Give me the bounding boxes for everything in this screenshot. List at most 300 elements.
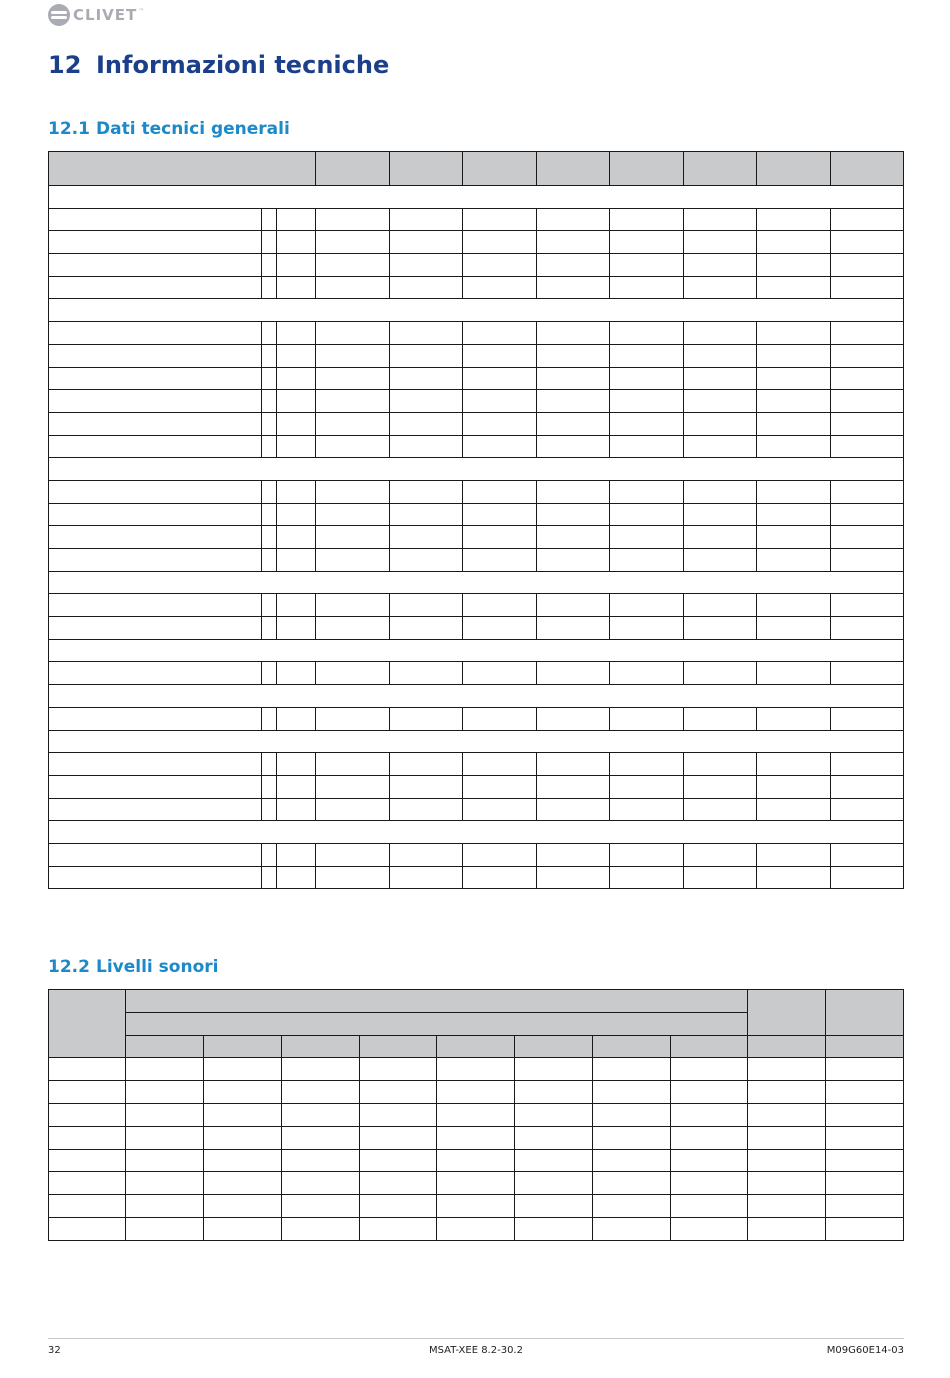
header-cell (49, 990, 126, 1058)
table-cell (684, 753, 757, 776)
table-cell (610, 753, 684, 776)
table-cell (684, 526, 757, 549)
table-cell (515, 1103, 593, 1126)
table-cell (610, 775, 684, 798)
table-cell (671, 1103, 748, 1126)
table-cell (826, 1217, 904, 1240)
table-cell (49, 276, 262, 299)
table-cell (684, 208, 757, 231)
table-cell (262, 390, 277, 413)
table-cell (437, 1103, 515, 1126)
table-cell (684, 866, 757, 889)
table-cell (684, 367, 757, 390)
clivet-logo (48, 4, 144, 26)
header-cell (49, 152, 316, 186)
table-cell (316, 276, 390, 299)
table-cell (262, 662, 277, 685)
table-cell (757, 594, 831, 617)
table-cell (277, 594, 316, 617)
table-cell (684, 412, 757, 435)
table-cell (316, 254, 390, 277)
table-cell (748, 1172, 826, 1195)
table-cell (316, 798, 390, 821)
table-cell (437, 1172, 515, 1195)
brand-trademark: ™ (138, 8, 145, 15)
brand-name: CLIVET (73, 6, 138, 24)
table-cell (826, 1103, 904, 1126)
table-cell (277, 208, 316, 231)
table-cell (316, 480, 390, 503)
table-cell (463, 662, 537, 685)
table-cell (610, 322, 684, 345)
table-cell (757, 775, 831, 798)
table-cell (684, 344, 757, 367)
table-cell (757, 707, 831, 730)
table-cell (437, 1217, 515, 1240)
header-cell (826, 1035, 904, 1058)
table-cell (515, 1149, 593, 1172)
table-cell (757, 344, 831, 367)
header-cell (282, 1035, 360, 1058)
general-data-table-body (49, 152, 904, 889)
table-row (49, 344, 904, 367)
table-cell (831, 344, 904, 367)
table-cell (831, 390, 904, 413)
table-cell (537, 775, 610, 798)
table-row (49, 276, 904, 299)
table-cell (49, 594, 262, 617)
table-cell (537, 753, 610, 776)
table-cell (282, 1081, 360, 1104)
table-cell (831, 707, 904, 730)
table-cell (316, 231, 390, 254)
table-cell (757, 276, 831, 299)
table-cell (671, 1081, 748, 1104)
table-cell (49, 685, 904, 708)
table-cell (390, 594, 463, 617)
table-cell (390, 322, 463, 345)
table-cell (515, 1126, 593, 1149)
table-cell (282, 1126, 360, 1149)
table-cell (684, 322, 757, 345)
table-cell (316, 617, 390, 640)
table-cell (390, 617, 463, 640)
table-cell (515, 1217, 593, 1240)
table-cell (360, 1172, 437, 1195)
table-cell (684, 480, 757, 503)
table-cell (610, 367, 684, 390)
table-cell (316, 866, 390, 889)
table-cell (316, 435, 390, 458)
table-cell (610, 435, 684, 458)
sound-levels-table (48, 989, 904, 1241)
section-title-general-data (48, 119, 290, 139)
table-cell (360, 1103, 437, 1126)
table-cell (126, 1172, 204, 1195)
table-cell (49, 367, 262, 390)
table-cell (316, 344, 390, 367)
table-cell (126, 1058, 204, 1081)
table-cell (610, 503, 684, 526)
table-cell (831, 480, 904, 503)
table-cell (671, 1149, 748, 1172)
table-cell (537, 208, 610, 231)
header-cell (316, 152, 390, 186)
table-cell (49, 1149, 126, 1172)
table-cell (748, 1149, 826, 1172)
table-cell (316, 594, 390, 617)
table-cell (360, 1058, 437, 1081)
table-cell (49, 639, 904, 662)
table-cell (537, 367, 610, 390)
table-cell (49, 208, 262, 231)
table-cell (826, 1195, 904, 1218)
table-cell (610, 798, 684, 821)
page-title-text: Informazioni tecniche (96, 51, 390, 79)
table-cell (463, 208, 537, 231)
table-row (49, 322, 904, 345)
table-cell (593, 1217, 671, 1240)
table-row (49, 866, 904, 889)
table-cell (49, 1172, 126, 1195)
table-cell (757, 753, 831, 776)
table-cell (262, 344, 277, 367)
table-cell (390, 254, 463, 277)
table-cell (360, 1195, 437, 1218)
table-cell (277, 549, 316, 572)
table-cell (610, 276, 684, 299)
table-cell (831, 435, 904, 458)
table-cell (831, 549, 904, 572)
table-cell (463, 435, 537, 458)
table-cell (437, 1081, 515, 1104)
table-row (49, 254, 904, 277)
table-row (49, 480, 904, 503)
table-cell (537, 231, 610, 254)
table-cell (390, 753, 463, 776)
table-cell (593, 1081, 671, 1104)
page-number: 32 (48, 1345, 61, 1356)
table-cell (671, 1058, 748, 1081)
table-cell (262, 617, 277, 640)
table-cell (757, 866, 831, 889)
table-cell (262, 843, 277, 866)
table-cell (610, 208, 684, 231)
table-cell (748, 1081, 826, 1104)
table-cell (390, 367, 463, 390)
table-cell (437, 1195, 515, 1218)
header-cell (748, 1035, 826, 1058)
table-cell (826, 1058, 904, 1081)
table-cell (684, 662, 757, 685)
table-cell (610, 707, 684, 730)
table-cell (593, 1126, 671, 1149)
table-cell (684, 798, 757, 821)
table-cell (684, 276, 757, 299)
table-cell (757, 254, 831, 277)
table-cell (49, 821, 904, 844)
table-cell (757, 549, 831, 572)
table-cell (831, 367, 904, 390)
header-cell (126, 1035, 204, 1058)
table-row (49, 707, 904, 730)
table-cell (831, 594, 904, 617)
table-cell (262, 435, 277, 458)
header-cell (390, 152, 463, 186)
table-cell (390, 231, 463, 254)
header-cell (126, 990, 748, 1013)
table-cell (463, 390, 537, 413)
table-cell (831, 662, 904, 685)
table-cell (316, 503, 390, 526)
table-cell (593, 1103, 671, 1126)
table-cell (316, 412, 390, 435)
table-cell (610, 526, 684, 549)
table-cell (463, 480, 537, 503)
table-cell (204, 1149, 282, 1172)
table-cell (537, 480, 610, 503)
table-cell (593, 1172, 671, 1195)
table-cell (316, 753, 390, 776)
table-cell (316, 526, 390, 549)
page-title-number: 12 (48, 51, 82, 79)
table-cell (262, 526, 277, 549)
table-cell (390, 503, 463, 526)
header-cell (757, 152, 831, 186)
table-cell (262, 367, 277, 390)
table-cell (463, 503, 537, 526)
table-cell (277, 798, 316, 821)
table-cell (537, 526, 610, 549)
table-section-row (49, 639, 904, 662)
table-cell (49, 299, 904, 322)
table-cell (437, 1126, 515, 1149)
table-cell (49, 1217, 126, 1240)
table-row (49, 412, 904, 435)
table-cell (390, 344, 463, 367)
section-number: 12.2 (48, 957, 90, 977)
table-cell (757, 503, 831, 526)
table-cell (684, 231, 757, 254)
table-section-row (49, 186, 904, 209)
table-cell (831, 526, 904, 549)
table-cell (463, 367, 537, 390)
table-cell (126, 1126, 204, 1149)
header-cell (463, 152, 537, 186)
table-cell (826, 1081, 904, 1104)
table-cell (277, 843, 316, 866)
table-cell (390, 276, 463, 299)
table-section-row (49, 730, 904, 753)
header-cell (593, 1035, 671, 1058)
table-cell (316, 549, 390, 572)
table-cell (49, 730, 904, 753)
table-cell (515, 1195, 593, 1218)
table-cell (277, 344, 316, 367)
table-cell (757, 843, 831, 866)
table-cell (757, 208, 831, 231)
table-cell (49, 458, 904, 481)
table-cell (610, 662, 684, 685)
table-cell (262, 866, 277, 889)
table-row (49, 1195, 904, 1218)
table-cell (610, 480, 684, 503)
table-cell (610, 549, 684, 572)
table-section-row (49, 571, 904, 594)
table-cell (360, 1217, 437, 1240)
table-cell (748, 1058, 826, 1081)
table-cell (360, 1126, 437, 1149)
table-cell (610, 254, 684, 277)
table-cell (390, 526, 463, 549)
table-cell (831, 503, 904, 526)
table-cell (204, 1172, 282, 1195)
table-cell (126, 1195, 204, 1218)
table-row (49, 435, 904, 458)
table-cell (831, 208, 904, 231)
header-cell (671, 1035, 748, 1058)
table-row (49, 390, 904, 413)
table-cell (463, 254, 537, 277)
table-cell (610, 344, 684, 367)
table-cell (671, 1126, 748, 1149)
table-cell (262, 549, 277, 572)
table-cell (831, 617, 904, 640)
table-cell (49, 1195, 126, 1218)
table-cell (537, 798, 610, 821)
table-row (49, 1103, 904, 1126)
table-row (49, 1126, 904, 1149)
sound-header-row (49, 1035, 904, 1058)
table-cell (316, 662, 390, 685)
footer-divider (48, 1338, 904, 1339)
table-cell (757, 798, 831, 821)
table-cell (277, 412, 316, 435)
table-row (49, 1149, 904, 1172)
table-cell (49, 322, 262, 345)
table-cell (684, 549, 757, 572)
table-cell (316, 390, 390, 413)
table-cell (49, 1081, 126, 1104)
page-title (48, 51, 389, 79)
table-cell (831, 322, 904, 345)
table-cell (49, 571, 904, 594)
table-cell (277, 480, 316, 503)
table-cell (537, 503, 610, 526)
table-cell (282, 1217, 360, 1240)
table-cell (463, 775, 537, 798)
table-row (49, 594, 904, 617)
table-cell (282, 1058, 360, 1081)
table-section-row (49, 821, 904, 844)
table-cell (463, 707, 537, 730)
table-cell (537, 412, 610, 435)
table-cell (204, 1103, 282, 1126)
table-cell (49, 435, 262, 458)
table-cell (49, 390, 262, 413)
table-section-row (49, 458, 904, 481)
table-cell (610, 231, 684, 254)
table-cell (463, 843, 537, 866)
table-cell (316, 208, 390, 231)
table-cell (748, 1103, 826, 1126)
table-cell (277, 254, 316, 277)
table-cell (684, 390, 757, 413)
table-cell (390, 480, 463, 503)
table-cell (390, 549, 463, 572)
sound-levels-table-body (49, 990, 904, 1241)
table-cell (537, 390, 610, 413)
table-row (49, 208, 904, 231)
table-cell (49, 617, 262, 640)
table-cell (757, 480, 831, 503)
footer-model: MSAT-XEE 8.2-30.2 (429, 1345, 523, 1356)
sound-header-row (49, 990, 904, 1013)
table-cell (537, 276, 610, 299)
table-cell (826, 1172, 904, 1195)
section-title-text: Livelli sonori (96, 957, 219, 977)
table-row (49, 617, 904, 640)
table-cell (515, 1172, 593, 1195)
table-cell (126, 1081, 204, 1104)
table-cell (282, 1172, 360, 1195)
table-cell (316, 707, 390, 730)
table-row (49, 1058, 904, 1081)
table-cell (831, 866, 904, 889)
table-row (49, 503, 904, 526)
table-cell (49, 1058, 126, 1081)
table-cell (684, 843, 757, 866)
table-cell (515, 1058, 593, 1081)
table-section-row (49, 685, 904, 708)
table-cell (671, 1195, 748, 1218)
table-cell (684, 435, 757, 458)
table-cell (463, 866, 537, 889)
table-cell (390, 707, 463, 730)
table-cell (49, 186, 904, 209)
header-cell (684, 152, 757, 186)
table-cell (463, 276, 537, 299)
table-cell (537, 617, 610, 640)
table-cell (262, 276, 277, 299)
table-cell (390, 798, 463, 821)
table-cell (684, 254, 757, 277)
table-cell (360, 1081, 437, 1104)
table-cell (537, 662, 610, 685)
table-cell (204, 1126, 282, 1149)
table-cell (49, 412, 262, 435)
table-cell (277, 231, 316, 254)
table-cell (757, 662, 831, 685)
table-cell (49, 231, 262, 254)
table-cell (748, 1126, 826, 1149)
table-cell (277, 775, 316, 798)
table-row (49, 798, 904, 821)
table-cell (463, 594, 537, 617)
table-cell (277, 322, 316, 345)
table-cell (757, 390, 831, 413)
table-row (49, 367, 904, 390)
table-row (49, 526, 904, 549)
table-cell (463, 231, 537, 254)
table-cell (49, 526, 262, 549)
table-cell (262, 254, 277, 277)
table-row (49, 231, 904, 254)
table-cell (537, 435, 610, 458)
section-title-sound-levels (48, 957, 218, 977)
table-cell (49, 254, 262, 277)
table-cell (463, 549, 537, 572)
